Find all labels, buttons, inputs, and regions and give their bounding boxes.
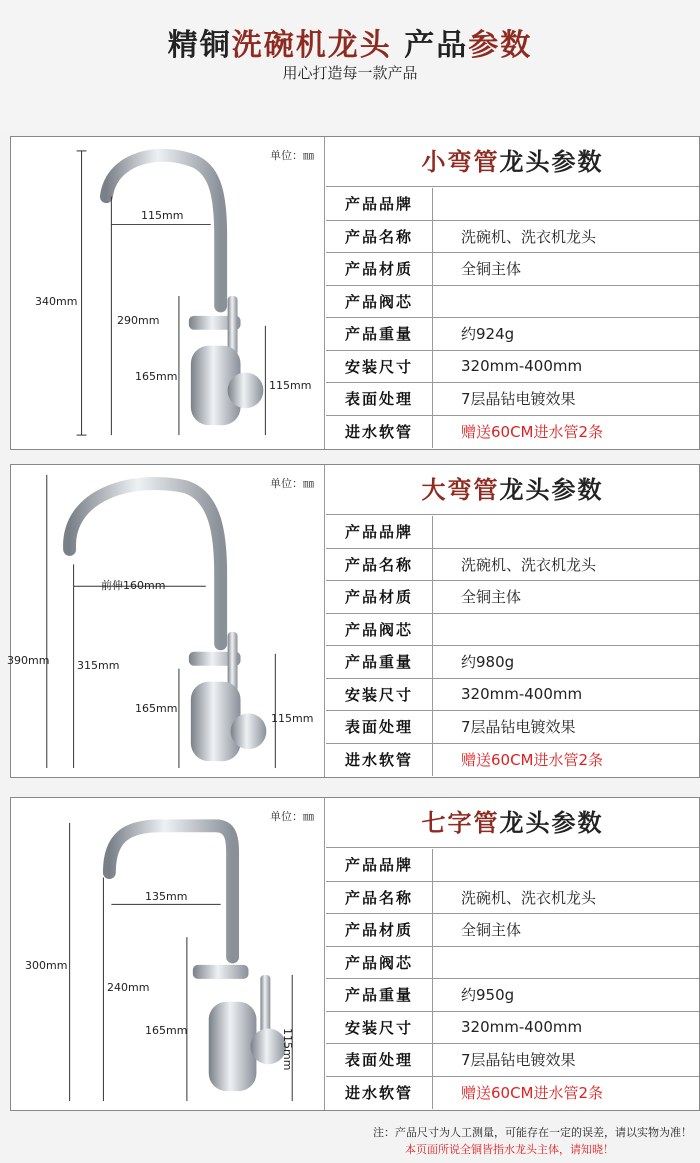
spec-row xyxy=(326,221,699,254)
spec-label: 产品阀芯 xyxy=(326,614,433,646)
dim-spout: 290mm xyxy=(117,314,160,327)
spec-label: 产品品牌 xyxy=(326,516,433,548)
page-title: 精铜洗碗机龙头 产品参数 xyxy=(167,28,533,63)
spec-value: 320mm-400mm xyxy=(461,357,583,376)
page-subtitle: 用心打造每一款产品 xyxy=(282,64,418,82)
spec-row xyxy=(326,581,699,614)
spec-row xyxy=(326,979,699,1012)
spec-label: 进水软管 xyxy=(326,416,433,449)
spec-label: 表面处理 xyxy=(326,383,433,415)
spec-value: 7层晶钻电镀效果 xyxy=(461,718,576,737)
spec-value xyxy=(433,516,699,548)
spec-label: 进水软管 xyxy=(326,744,433,777)
spec-label: 表面处理 xyxy=(326,711,433,743)
dim-spout: 240mm xyxy=(107,981,150,994)
panel-title: 大弯管龙头参数 xyxy=(326,465,699,515)
spec-label: 产品阀芯 xyxy=(326,286,433,318)
spec-row xyxy=(326,711,699,744)
spec-label: 进水软管 xyxy=(326,1077,433,1110)
faucet-diagram xyxy=(11,465,325,777)
spec-row xyxy=(326,383,699,416)
product-image-area xyxy=(11,137,325,449)
spec-row xyxy=(326,882,699,915)
spec-value: 约924g xyxy=(461,325,515,344)
spec-table xyxy=(326,188,699,449)
spec-row xyxy=(326,416,699,449)
spec-row xyxy=(326,849,699,882)
spec-label: 产品阀芯 xyxy=(326,947,433,979)
spec-value xyxy=(433,286,699,318)
spec-row xyxy=(326,646,699,679)
page-header xyxy=(0,0,700,130)
spec-table xyxy=(326,849,699,1110)
spec-label: 产品名称 xyxy=(326,549,433,581)
spec-value: 7层晶钻电镀效果 xyxy=(461,390,576,409)
dim-height: 300mm xyxy=(25,959,68,972)
spec-row xyxy=(326,1012,699,1045)
spec-label: 产品材质 xyxy=(326,914,433,946)
faucet-body xyxy=(209,1002,257,1091)
spec-panel-seven-shape xyxy=(10,797,700,1111)
spec-value: 320mm-400mm xyxy=(461,685,583,704)
spec-row xyxy=(326,614,699,647)
spec-label: 安装尺寸 xyxy=(326,351,433,383)
dim-side: 115mm xyxy=(281,1028,294,1071)
panel-title: 七字管龙头参数 xyxy=(326,798,699,848)
spec-value: 洗碗机、洗衣机龙头 xyxy=(461,555,597,574)
dim-reach: 115mm xyxy=(141,209,184,222)
dim-body: 165mm xyxy=(135,370,178,383)
spec-label: 产品材质 xyxy=(326,253,433,285)
dim-side: 115mm xyxy=(271,712,314,725)
faucet-diagram xyxy=(11,137,325,449)
faucet-handle xyxy=(228,632,238,692)
spec-value xyxy=(433,188,699,220)
faucet-spout xyxy=(70,484,221,644)
spec-row xyxy=(326,253,699,286)
spec-row xyxy=(326,914,699,947)
spec-panel-small-curve xyxy=(10,136,700,450)
faucet-valve xyxy=(193,965,249,979)
spec-row xyxy=(326,516,699,549)
spec-row xyxy=(326,1077,699,1110)
dim-body: 165mm xyxy=(145,1024,188,1037)
spec-row xyxy=(326,318,699,351)
spec-label: 产品名称 xyxy=(326,221,433,253)
spec-value: 全铜主体 xyxy=(461,260,522,279)
spec-value: 赠送60CM进水管2条 xyxy=(461,751,604,770)
spec-row xyxy=(326,679,699,712)
dim-reach: 前伸160mm xyxy=(101,579,166,592)
footer-note: 注：产品尺寸为人工测量，可能存在一定的误差，请以实物为准！ xyxy=(373,1126,692,1139)
spec-value: 全铜主体 xyxy=(461,921,522,940)
spec-panel-large-curve xyxy=(7,464,700,778)
unit-label: 单位：㎜ xyxy=(270,149,314,162)
spec-label: 产品品牌 xyxy=(326,849,433,881)
dim-height: 390mm xyxy=(7,654,50,667)
faucet-knob xyxy=(231,713,267,749)
spec-label: 表面处理 xyxy=(326,1044,433,1076)
spec-row xyxy=(326,549,699,582)
spec-label: 产品重量 xyxy=(326,979,433,1011)
spec-value: 洗碗机、洗衣机龙头 xyxy=(461,888,597,907)
panel-title: 小弯管龙头参数 xyxy=(326,137,699,187)
unit-label: 单位：㎜ xyxy=(270,477,314,490)
spec-label: 产品名称 xyxy=(326,882,433,914)
spec-label: 产品重量 xyxy=(326,646,433,678)
spec-label: 安装尺寸 xyxy=(326,1012,433,1044)
faucet-diagram xyxy=(11,798,325,1110)
spec-value: 320mm-400mm xyxy=(461,1018,583,1037)
dim-spout: 315mm xyxy=(77,659,120,672)
faucet-body xyxy=(191,682,241,761)
spec-label: 安装尺寸 xyxy=(326,679,433,711)
spec-value: 约950g xyxy=(461,986,515,1005)
spec-value: 7层晶钻电镀效果 xyxy=(461,1051,576,1070)
product-image-area xyxy=(11,798,325,1110)
faucet-spout xyxy=(106,155,220,306)
spec-value: 赠送60CM进水管2条 xyxy=(461,1084,604,1103)
spec-row xyxy=(326,188,699,221)
dim-reach: 135mm xyxy=(145,890,188,903)
dim-height: 340mm xyxy=(35,295,78,308)
spec-label: 产品重量 xyxy=(326,318,433,350)
faucet-knob xyxy=(228,372,264,408)
faucet-handle xyxy=(228,296,238,356)
unit-label: 单位：㎜ xyxy=(270,810,314,823)
dim-body: 165mm xyxy=(135,702,178,715)
faucet-handle xyxy=(260,975,270,1035)
spec-value: 洗碗机、洗衣机龙头 xyxy=(461,227,597,246)
dim-side: 115mm xyxy=(269,379,312,392)
spec-value xyxy=(433,614,699,646)
product-image-area xyxy=(7,465,325,777)
spec-label: 产品材质 xyxy=(326,581,433,613)
spec-table xyxy=(326,516,699,777)
spec-row xyxy=(326,351,699,384)
spec-label: 产品品牌 xyxy=(326,188,433,220)
spec-row xyxy=(326,286,699,319)
spec-row xyxy=(326,947,699,980)
spec-value: 约980g xyxy=(461,653,515,672)
spec-value: 赠送60CM进水管2条 xyxy=(461,423,604,442)
spec-row xyxy=(326,1044,699,1077)
spec-row xyxy=(326,744,699,777)
spec-value: 全铜主体 xyxy=(461,588,522,607)
footer-note-red: 本页面所说全铜皆指水龙头主体，请知晓！ xyxy=(405,1143,614,1156)
spec-value xyxy=(433,849,699,881)
spec-value xyxy=(433,947,699,979)
